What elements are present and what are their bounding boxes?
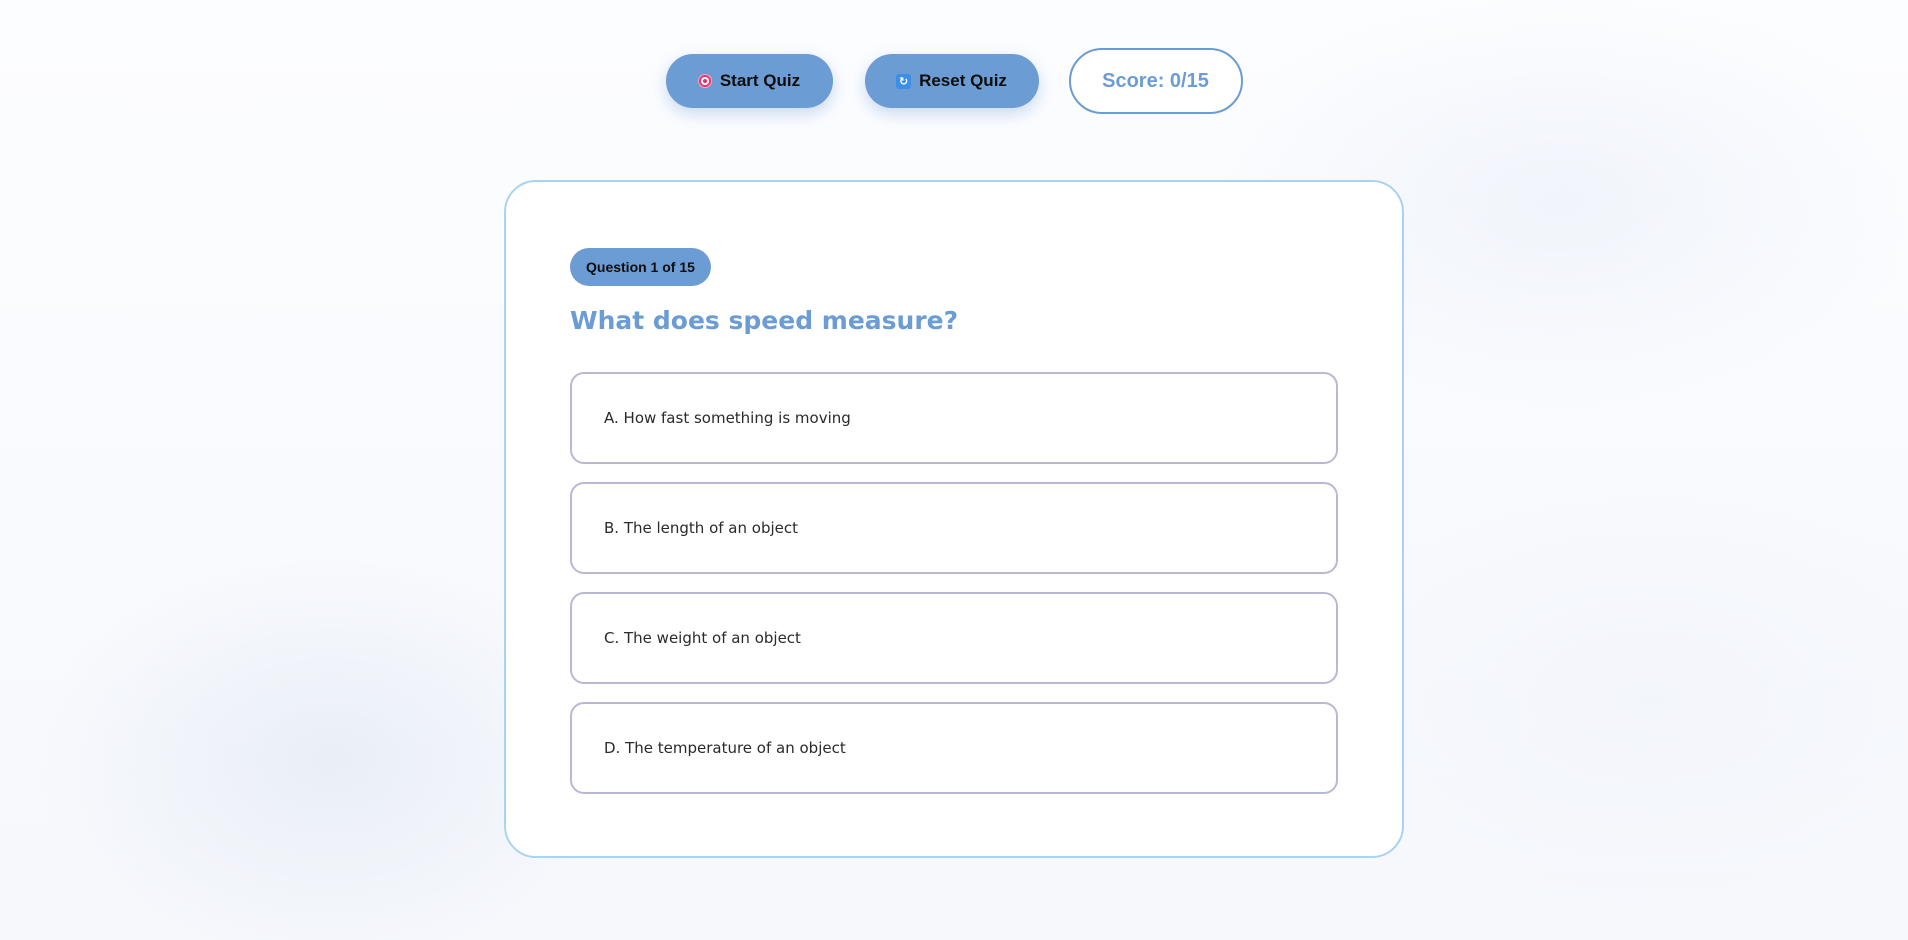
reset-quiz-button[interactable] [865,54,1039,108]
quiz-controls [0,48,1908,114]
target-icon [698,74,712,88]
score-display: Score: 0/15 [1069,48,1243,114]
question-text: What does speed measure? [570,306,959,335]
answer-options [570,372,1338,812]
start-quiz-label: Start Quiz [719,71,801,90]
question-card [504,180,1404,858]
reset-quiz-label: Reset Quiz [919,71,1007,90]
answer-option-a[interactable]: A. How fast something is moving [570,372,1338,464]
start-quiz-button[interactable] [666,54,833,108]
answer-option-d[interactable]: D. The temperature of an object [570,702,1338,794]
question-progress-badge: Question 1 of 15 [570,248,711,286]
answer-option-b[interactable]: B. The length of an object [570,482,1338,574]
answer-option-c[interactable]: C. The weight of an object [570,592,1338,684]
refresh-icon: ↻ [896,74,911,89]
